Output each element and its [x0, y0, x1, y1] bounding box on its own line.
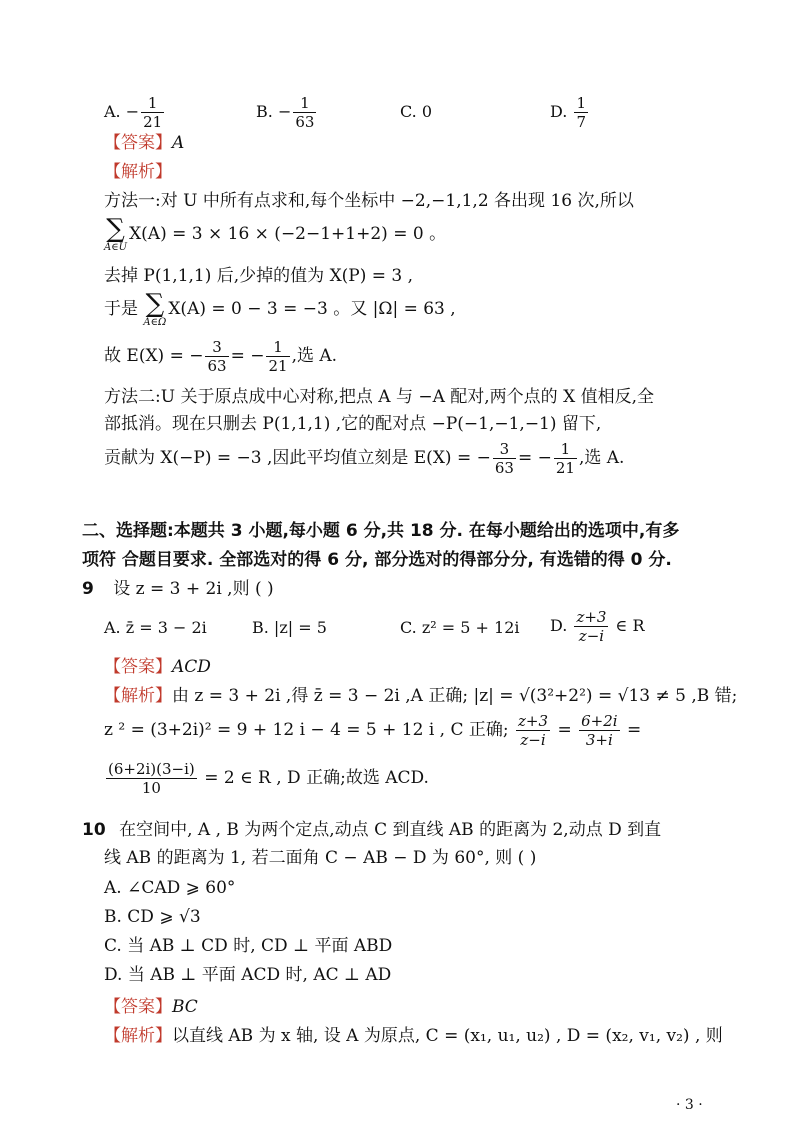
fraction-denominator: 10	[141, 779, 161, 797]
q8-method2-line2: 部抵消。现在只删去 P(1,1,1) ,它的配对点 −P(−1,−1,−1) 留下,	[104, 414, 602, 434]
q8-options	[104, 88, 704, 131]
fraction-numerator: z+3	[518, 712, 549, 730]
q8-method2-line1: 方法二:U 关于原点成中心对称,把点 A 与 −A 配对,两个点的 X 值相反,全	[104, 387, 654, 407]
fraction	[516, 712, 550, 749]
question-number: 10	[82, 820, 106, 840]
fraction-numerator: 3	[499, 440, 510, 458]
fraction	[106, 760, 197, 797]
fraction-denominator: 63	[494, 459, 514, 477]
q9-answer	[104, 655, 211, 679]
q9-stem	[82, 577, 274, 601]
question-number: 9	[82, 579, 94, 599]
question-stem: 在空间中, A , B 为两个定点,动点 C 到直线 AB 的距离为 2,动点 D 到直	[119, 820, 662, 840]
q9-option-a: A. z̄ = 3 − 2i	[104, 618, 207, 637]
q9-analysis-line2	[104, 712, 641, 752]
fraction-denominator: 21	[268, 357, 288, 375]
q10-option-b: B. CD ⩾ √3	[104, 907, 201, 927]
q10-stem-line2: 线 AB 的距离为 1, 若二面角 C − AB − D 为 60°, 则 ( )	[104, 848, 537, 868]
q10-analysis-line1	[104, 1024, 723, 1048]
q8-analysis-tag: 【解析】	[104, 162, 172, 182]
q9-options	[104, 606, 704, 646]
sum-symbol: ∑ A∈Ω	[143, 289, 167, 328]
q10-option-d: D. 当 AB ⊥ 平面 ACD 时, AC ⊥ AD	[104, 965, 392, 985]
answer-value: BC	[172, 997, 198, 1017]
q9-analysis-line3	[104, 760, 429, 800]
answer-tag: 【答案】	[104, 657, 172, 677]
q9-analysis-line1	[104, 684, 737, 708]
equation-text: X(A) = 0 − 3 = −3 。又 |Ω| = 63 ,	[168, 299, 456, 319]
option-label: D.	[550, 616, 568, 635]
q10-stem-line1	[82, 818, 661, 842]
sum-subscript: A∈Ω	[143, 317, 167, 328]
analysis-text: z ² = (3+2i)² = 9 + 12 i − 4 = 5 + 12 i , C 正确;	[104, 720, 509, 740]
equals-sign: =	[557, 720, 572, 740]
analysis-tag: 【解析】	[104, 686, 172, 706]
fraction-numerator: 1	[147, 94, 158, 112]
fraction	[554, 440, 577, 477]
q8-method1-line1: 方法一:对 U 中所有点求和,每个坐标中 −2,−1,1,2 各出现 16 次,所以	[104, 191, 634, 211]
answer-value: ACD	[172, 657, 211, 677]
q9-option-b: B. |z| = 5	[252, 618, 327, 637]
fraction-numerator: 1	[576, 94, 586, 112]
option-fraction	[293, 94, 316, 131]
equation-text: X(A) = 3 × 16 × (−2−1+1+2) = 0 。	[129, 224, 447, 244]
analysis-text: = 2 ∈ R , D 正确;故选 ACD.	[204, 768, 429, 788]
option-label: D.	[550, 102, 568, 121]
option-fraction	[574, 608, 608, 645]
q8-method1-line2	[104, 216, 446, 256]
option-sign: −	[277, 102, 292, 121]
answer-tag: 【答案】	[104, 133, 172, 153]
analysis-text: 以直线 AB 为 x 轴, 设 A 为原点, C = (x₁, u₁, u₂) , D = (x₂, v₁, v₂) , 则	[172, 1026, 723, 1046]
fraction	[205, 338, 228, 375]
fraction-denominator: 63	[207, 357, 227, 375]
q8-method1-line3: 去掉 P(1,1,1) 后,少掉的值为 X(P) = 3 ,	[104, 266, 414, 286]
fraction	[266, 338, 289, 375]
fraction-denominator: 21	[555, 459, 575, 477]
section-heading-line1: 二、选择题:本题共 3 小题,每小题 6 分,共 18 分. 在每小题给出的选项中,有多	[82, 521, 680, 541]
option-sign: −	[125, 102, 140, 121]
fraction	[493, 440, 516, 477]
text-prefix: 于是	[104, 299, 138, 319]
text-prefix: 贡献为 X(−P) = −3 ,因此平均值立刻是 E(X) = −	[104, 448, 491, 468]
fraction-denominator: 21	[143, 113, 163, 131]
q8-method1-line5	[104, 338, 337, 378]
analysis-tag: 【解析】	[104, 1026, 172, 1046]
q10-option-a: A. ∠CAD ⩾ 60°	[104, 878, 236, 898]
q8-option-b	[256, 94, 318, 131]
section-heading-line2: 项符 合题目要求. 全部选对的得 6 分, 部分选对的得部分分, 有选错的得 0 分.	[82, 550, 672, 570]
q8-answer	[104, 131, 184, 155]
text-prefix: 故 E(X) = −	[104, 346, 204, 366]
equals-sign: =	[626, 720, 642, 740]
q9-option-c: C. z² = 5 + 12i	[400, 618, 520, 637]
fraction-denominator: z−i	[578, 627, 605, 645]
q8-option-c: C. 0	[400, 102, 433, 121]
q10-answer	[104, 995, 198, 1019]
fraction-denominator: 7	[576, 113, 586, 131]
fraction-numerator: 3	[212, 338, 222, 356]
text-mid: = −	[230, 346, 265, 366]
text-suffix: ,选 A.	[578, 448, 625, 468]
question-stem: 设 z = 3 + 2i ,则 ( )	[113, 579, 274, 599]
fraction	[579, 712, 619, 749]
fraction-numerator: 1	[273, 338, 283, 356]
fraction-numerator: 1	[300, 94, 310, 112]
fraction-denominator: 3+i	[585, 731, 613, 749]
fraction-numerator: z+3	[576, 608, 607, 626]
answer-tag: 【答案】	[104, 997, 172, 1017]
q8-option-a	[104, 94, 166, 131]
sum-symbol: ∑ A∈U	[104, 214, 128, 253]
fraction-denominator: 63	[295, 113, 315, 131]
answer-value: A	[172, 133, 185, 153]
text-suffix: ,选 A.	[291, 346, 338, 366]
fraction-numerator: (6+2i)(3−i)	[108, 760, 195, 778]
text-mid: = −	[517, 448, 552, 468]
fraction-numerator: 1	[560, 440, 571, 458]
option-label: A.	[104, 102, 121, 121]
option-fraction	[574, 94, 588, 131]
option-suffix: ∈ R	[615, 616, 645, 635]
sum-subscript: A∈U	[104, 242, 128, 253]
q8-method1-line4	[104, 291, 456, 331]
option-fraction	[141, 94, 164, 131]
option-label: B.	[256, 102, 273, 121]
fraction-denominator: z−i	[520, 731, 546, 749]
analysis-text: 由 z = 3 + 2i ,得 z̄ = 3 − 2i ,A 正确; |z| = √(3²+2²) = √13 ≠ 5 ,B 错;	[172, 686, 738, 706]
q8-method2-line3	[104, 440, 624, 480]
q8-option-d	[550, 94, 590, 131]
page-number: · 3 ·	[676, 1097, 703, 1113]
fraction-numerator: 6+2i	[581, 712, 618, 730]
q9-option-d	[550, 608, 645, 645]
q10-option-c: C. 当 AB ⊥ CD 时, CD ⊥ 平面 ABD	[104, 936, 393, 956]
